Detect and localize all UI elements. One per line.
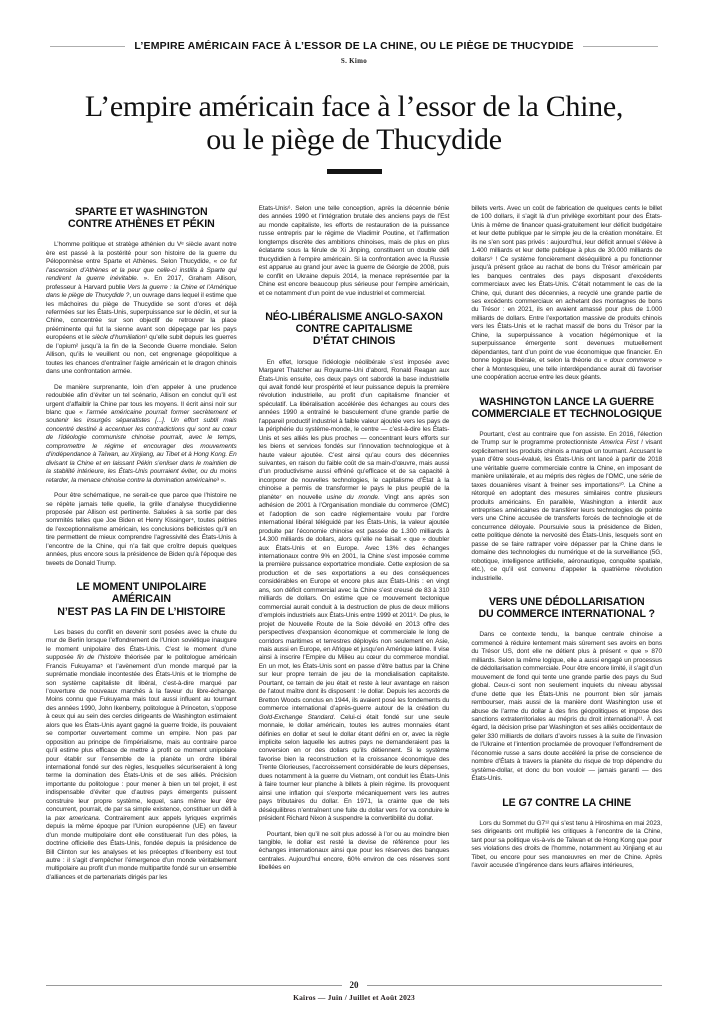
- body-paragraph: billets verts. Avec un coût de fabrication de quelques cents le billet de 100 dollars, il s’agit là d’un privilège exorbitant pour des États-Unis à même de financer quasi-gratuitement leur déficit budgétaire et leur dette publique par le simple jeu de la création monétaire. Et ils ne s’en sont pas privés : aujourd’hui, leur déficit annuel s’élève à 1.400 milliards et leur dette publique à plus de 30.000 milliards de dollars⁹ ! Ce système foncièrement déséquilibré a pu fonctionner jusqu’à présent grâce au rachat de bons du Trésor américain par les banques centrales des pays disposant d’excédents commerciaux avec les États-Unis. C’était notamment le cas de la Chine, qui, durant des décennies, a recyclé une grande partie de ses excédents commerciaux en achetant des montagnes de bons du Trésor : en 2021, ils en avaient amassé pour plus de 1.000 milliards de dollars. Entre l’exportation massive de produits chinois vers les États-Unis et le rachat massif de bons du Trésor par la Chine, la superpuissance à vocation hégémonique et la superpuissance émergente sont devenues mutuellement dépendantes, tant d’un point de vue économique que financier. En bonne logique libérale, et selon la théorie du « doux commerce » cher à Montesquieu, une telle interdépendance aurait dû favoriser une coopération accrue entre les deux géants.: [471, 205, 662, 382]
- section-heading: WASHINGTON LANCE LA GUERRE COMMERCIALE ET TECHNOLOGIQUE: [471, 395, 662, 420]
- body-paragraph: Pourtant, c’est au contraire que l’on assiste. En 2016, l’élection de Trump sur le programme protectionniste America First ! visant explicitement les produits chinois a marqué un tournant. Accusant le yuan d’être sous-évalué, les États-Unis ont lancé à partir de 2018 une véritable guerre commerciale contre la Chine, en imposant de manière unilatérale, et au mépris des règles de l’OMC, une série de taxes douanières visant à freiner ses importations¹⁰. La Chine a rétorqué en adoptant des mesures similaires contre plusieurs produits américains. En parallèle, Washington a interdit aux entreprises américaines de transférer leurs technologies de pointe vers une Chine accusée de transferts forcés de technologie et de concurrence déloyale. Poursuivie sous la présidence de Biden, cette politique dénote la nervosité des États-Unis, lesquels sont en passe de se faire rattraper voire dépasser par la Chine dans le domaine des technologies du numérique et de la surveillance (5G, robotique, intelligence artificielle, aéronautique, conquête spatiale, etc.), ce qu’il est convenu d’appeler la quatrième révolution industrielle.: [471, 430, 662, 582]
- body-paragraph: En effet, lorsque l’idéologie néolibérale s’est imposée avec Margaret Thatcher au Royaume-Uni d’abord, Ronald Reagan aux États-Unis ensuite, ces deux pays ont sabordé la base industrielle qui avait fondé leur prospérité et leur puissance depuis la première révolution industrielle, au profit d’un capitalisme financier et spéculatif. La libéralisation accélérée des échanges au cours des années 1990 a entraîné le basculement d’une grande partie de l’appareil productif industriel à faible valeur ajoutée vers les pays de la périphérie du système-monde, le centre — c’est-à-dire les États-Unis et ses alliés les plus proches — concentrant leurs efforts sur les biens et services fondés sur l’innovation technologique et à haute valeur ajoutée. C’est ainsi qu’au cours des décennies suivantes, en raison du faible coût de sa main-d’œuvre, mais aussi d’un productivisme aussi effréné qu’efficace et de sa capacité à incorporer de nouvelles technologies, le capitalisme d’État à la chinoise a permis de transformer le pays le plus peuplé de la planète⁷ en nouvelle usine du monde. Vingt ans après son adhésion de 2001 à l’Organisation mondiale du commerce (OMC) et l’adoption de son cadre réglementaire voulu par l’ordre international libéral téléguidé par les États-Unis, la valeur ajoutée produite par l’économie chinoise est passée de 1.300 milliards à 14.300 milliards de dollars, alors qu’elle ne faisait « que » doubler aux États-Unis et en Europe. Avec 13% des échanges internationaux contre 9% en 2001, la Chine s’est imposée comme la première puissance exportatrice mondiale. Cette explosion de sa production et de ses exportations a eu des conséquences considérables en Europe et encore plus aux États-Unis : en vingt ans, son déficit commercial avec la Chine s’est creusé de 83 à 310 milliards de dollars. On estime que ce mouvement tectonique commercial aurait conduit à la destruction de plus de deux millions d’emplois industriels aux États-Unis entre 1999 et 2011⁸. De plus, le projet de Nouvelle Route de la Soie dévoilé en 2013 offre des perspectives d’expansion économique et commerciale le long de corridors maritimes et terrestres déployés non seulement en Asie, mais aussi en Europe, en Afrique et jusqu’en Amérique latine. Il vise ainsi à inscrire l’Empire du Milieu au cœur du commerce mondial. En un mot, les États-Unis sont en passe d’être battus par la Chine sur leur propre terrain de jeu de la mondialisation capitaliste. Pourtant, ce terrain de jeu était et reste à leur avantage en raison de l’atout maître dont ils disposent : le dollar. Depuis les accords de Bretton Woods conclus en 1944, ils avaient posé les fondements du commerce international d’après-guerre autour de la création du Gold-Exchange Standard. Celui-ci était fondé sur une seule monnaie, le dollar américain, toutes les autres monnaies étant définies en dollar et seul le dollar étant défini en or, avec la règle implicite selon laquelle les autres pays ne demanderaient pas la conversion en or des dollars qu’ils détiennent. Si le système favorise bien la reconstruction et la croissance économique des Trente Glorieuses, l’accroissement considérable de leurs dépenses, dues notamment à la guerre du Vietnam, ont conduit les États-Unis à faire tourner leur planche à billets à plein régime. Ils provoquent ainsi une inflation qui s’exporte mécaniquement vers les autres pays tributaires du dollar. En 1971, la crainte que de tels déséquilibres n’entraînent une fuite du dollar vers l’or va conduire le président Richard Nixon à suspendre la convertibilité du dollar.: [258, 358, 450, 823]
- footer-rule: [46, 980, 662, 990]
- body-paragraph: États-Unis⁶. Selon une telle conception, après la décennie bénie des années 1990 et l’intégration brutale des anciens pays de l’Est au monde capitaliste, les efforts de restauration de la puissance russe entrepris par le régime de Vladimir Poutine, et l’affirmation longtemps discrète des ambitions chinoises, mais de plus en plus éclatante sous la férule de Xi Jinping, constituent un double défi thucydidien à l’empire américain. Si la confrontation avec la Russie est apparue au grand jour avec la guerre de Géorgie de 2008, puis le conflit en Ukraine depuis 2014, la menace représentée par la Chine est encore beaucoup plus sérieuse pour l’empire américain, et ce notamment d’un point de vue industriel et commercial.: [258, 205, 450, 297]
- section-heading: LE MOMENT UNIPOLAIRE AMÉRICAIN N’EST PAS LA FIN DE L’HISTOIRE: [57, 581, 226, 618]
- article-title-line-1: L’empire américain face à l’essor de la Chine,: [84, 90, 624, 123]
- journal-issue-line: Kairos — Juin / Juillet et Août 2023: [293, 993, 415, 1002]
- body-paragraph: L’homme politique et stratège athénien du Vᵉ siècle avant notre ère est passé à la postérité pour son histoire de la guerre du Péloponnèse entre Sparte et Athènes. Selon Thucydide, « ce fut l’ascension d’Athènes et la peur que celle-ci instilla à Sparte qui rendirent la guerre inévitable. ». En 2017, Graham Allison, professeur à Harvard publie Vers la guerre : la Chine et l’Amérique dans le piège de Thucydide ?, un ouvrage dans lequel il estime que les mâchoires du piège de Thucydide se sont d’ores et déjà refermées sur les États-Unis, superpuissance sur le déclin, et sur la Chine, concentrée sur son objectif de retrouver la place prééminente qui fut la sienne avant son dépeçage par les pays européens et le siècle d’humiliation¹ qu’elle subit depuis les guerres de l’opium² jusqu’à la fin de la Seconde Guerre mondiale. Selon Allison, qu’ils le veuillent ou non, cet engrenage géopolitique a toutes les chances d’entraîner l’aigle américain et le dragon chinois dans une confrontation armée.: [46, 241, 237, 376]
- footer-rule-right: [367, 985, 663, 986]
- article-title: [46, 90, 662, 156]
- section-heading: LE G7 CONTRE LA CHINE: [502, 796, 632, 809]
- page-number: 20: [349, 980, 359, 990]
- body-paragraph: De manière surprenante, loin d’en appeler à une prudence redoublée afin d’éviter un tel scénario, Allison en conclut qu’il est urgent d’affaiblir la Chine par tous les moyens. Il écrit ainsi noir sur blanc que « l’armée américaine pourrait former secrètement et soutenir les insurgés séparatistes [...]. Un effort subtil mais concentré destiné à accentuer les contradictions qui sont au cœur de l’idéologie communiste chinoise pourrait, avec le temps, compromettre le régime et encourager des mouvements d’indépendance à Taïwan, au Xinjiang, au Tibet et à Hong Kong. En divisant la Chine et en laissant Pékin s’enliser dans le maintien de la stabilité intérieure, les États-Unis pourraient éviter, ou du moins retarder, la menace chinoise contre la domination américaine³ ».: [46, 383, 237, 484]
- body-paragraph: Les bases du conflit en devenir sont posées avec la chute du mur de Berlin lorsque l’effondrement de l’Union soviétique inaugure le moment unipolaire des États-Unis. C’est le moment d’une supposée fin de l’histoire théorisée par le politologue américain Francis Fukuyama⁵ et l’avènement d’un monde marqué par la suprématie mondiale incontestée des États-Unis et le triomphe de son système capitaliste dit libéral, c’est-à-dire marqué par l’ouverture de nouveaux marchés à la faveur du libre-échange. Moins connu que Fukuyama mais tout aussi influent au tournant des années 1990, John Ikenberry, politologue à Princeton, s’oppose à ceux qui au sein des cercles dirigeants de Washington estimaient alors que les États-Unis ayant gagné la guerre froide, ils pouvaient se comporter ouvertement comme un empire. Non pas par opposition au principe de l’impérialisme, mais au contraire parce qu’il estime plus efficace de mettre à profit ce moment unipolaire pour établir sur l’ensemble de la planète un ordre libéral international fondé sur des règles, lesquelles sécuriseraient à long terme la domination des États-Unis et de ses alliés. Précision importante du politologue : pour mener à bien un tel projet, il est indispensable d’éviter que d’autres pays émergents puissent construire leur propre système, lequel, sans même leur être concurrent, pourrait, de par sa simple existence, constituer un défi à la pax americana. Contrairement aux appels lyriques exprimés depuis la même époque par l’Union européenne (UE) en faveur d’un monde multipolaire dont elle constituerait l’un des pôles, la doctrine officielle des États-Unis, fondée depuis la présidence de Bill Clinton sur les analyses et les préceptes d’Ikenberry est tout autre : il s’agit d’empêcher l’émergence d’un monde véritablement multipolaire au profit d’un monde multipartite fondé sur un ensemble d’alliances et de partenariats dirigés par les: [46, 628, 237, 881]
- footer-rule-left: [46, 985, 342, 986]
- column-2: [259, 205, 450, 947]
- article-body: [46, 205, 662, 947]
- section-heading: SPARTE ET WASHINGTON CONTRE ATHÈNES ET PÉKIN: [68, 206, 215, 231]
- column-1: [46, 205, 237, 947]
- section-heading: VERS UNE DÉDOLLARISATION DU COMMERCE INTERNATIONAL ?: [478, 596, 655, 621]
- body-paragraph: Pour être schématique, ne serait-ce que parce que l’histoire ne se répète jamais telle quelle, la grille d’analyse thucydidienne proposée par Allison est pertinente. Saluées à sa sortie par des sommités telles que Joe Biden et Henry Kissinger⁴, toutes pétries de l’exceptionnalisme américain, les conclusions bellicistes qu’il en tire permettent de mieux comprendre l’agressivité des États-Unis à l’encontre de la Chine, qui n’a fait que croître depuis quelques années, plus encore sous la présidence de Biden qu’à l’époque des tweets de Donald Trump.: [46, 492, 237, 567]
- author-byline: S. Kimo: [340, 57, 368, 65]
- kicker-rule-left: [50, 46, 125, 47]
- kicker-rule-right: [583, 46, 658, 47]
- page-footer: [46, 980, 662, 1002]
- section-heading: NÉO-LIBÉRALISME ANGLO-SAXON CONTRE CAPITALISME D’ÉTAT CHINOIS: [265, 310, 443, 348]
- article-title-line-2: ou le piège de Thucydide: [206, 123, 502, 156]
- title-divider: [327, 169, 382, 174]
- column-3: [471, 205, 662, 947]
- body-paragraph: Dans ce contexte tendu, la banque centrale chinoise a commencé à réduire lentement mais sûrement ses avoirs en bons du Trésor US, dont elle ne détient plus à présent « que » 870 milliards. Selon la même logique, elle a aussi engagé un processus de dédollarisation commerciale. Pour être encore limité, il s’agit d’un mouvement de fond qui tente une grande partie des pays du Sud global. Ceux-ci sont non seulement inquiets du niveau abyssal d’une dette que les États-Unis ne pourront bien sûr jamais rembourser, mais aussi de la manière dont Washington use et abuse de l’arme du dollar à des fins géopolitiques et impose des sanctions extraterritoriales au mépris du droit international¹¹. À cet égard, la décision prise par Washington et ses alliés occidentaux de geler 330 milliards de dollars d’avoirs russes à la suite de l’invasion de l’Ukraine et l’intention proclamée de provoquer l’effondrement de l’économie russe a sans doute accéléré la prise de conscience de nombre d’États à travers la planète du risque de trop dépendre du système-dollar, et donc du bon vouloir — jamais garanti — des États-Unis.: [471, 631, 662, 783]
- kicker: [50, 40, 658, 52]
- body-paragraph: Pourtant, bien qu’il ne soit plus adossé à l’or ou au moindre bien tangible, le dollar est resté la devise de référence pour les échanges internationaux ainsi que pour les réserves des banques centrales. Aujourd’hui encore, 60% environ de ces réserves sont libellées en: [258, 830, 450, 872]
- kicker-title: L’EMPIRE AMÉRICAIN FACE À L’ESSOR DE LA CHINE, OU LE PIÈGE DE THUCYDIDE: [134, 40, 574, 52]
- body-paragraph: Lors du Sommet du G7¹² qui s’est tenu à Hiroshima en mai 2023, ses dirigeants ont multiplié les critiques à l’encontre de la Chine, tant pour sa politique vis-à-vis de Taïwan et de Hong Kong que pour ses violations des droits de l’homme, notamment au Xinjiang et au Tibet, ou encore pour ses manœuvres en mer de Chine. Après l’avoir accusée d’ingérence dans leurs affaires intérieures,: [471, 819, 662, 870]
